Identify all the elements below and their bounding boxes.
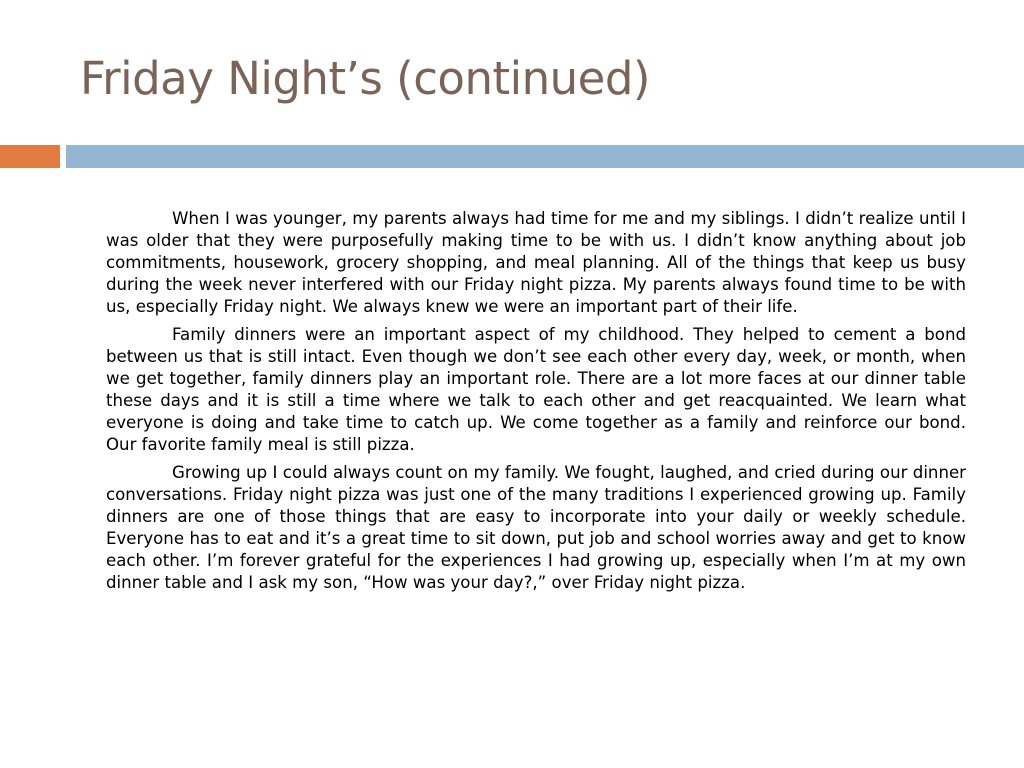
slide-body (106, 208, 966, 600)
body-paragraph-3: Growing up I could always count on my family. We fought, laughed, and cried during our dinner conversations. Friday night pizza was just one of the many traditions I experienced growing up. Family dinners are one of those things that are easy to incorporate into your daily or weekly schedule. Everyone has to eat and it’s a great time to sit down, put job and school worries away and get to know each other. I’m forever grateful for the experiences I had growing up, especially when I’m at my own dinner table and I ask my son, “How was your day?,” over Friday night pizza. (106, 463, 966, 592)
accent-bar-blue (66, 145, 1024, 168)
slide-title: Friday Night’s (continued) (80, 52, 650, 105)
body-paragraph-2: Family dinners were an important aspect of my childhood. They helped to cement a bond between us that is still intact. Even though we don’t see each other every day, week, or month, when we get together, family dinners play an important role. There are a lot more faces at our dinner table these days and it is still a time where we talk to each other and get reacquainted. We learn what everyone is doing and take time to catch up. We come together as a family and reinforce our bond. Our favorite family meal is still pizza. (106, 325, 966, 454)
body-paragraph-1: When I was younger, my parents always had time for me and my siblings. I didn’t realize until I was older that they were purposefully making time to be with us. I didn’t know anything about job commitments, housework, grocery shopping, and meal planning. All of the things that keep us busy during the week never interfered with our Friday night pizza. My parents always found time to be with us, especially Friday night. We always knew we were an important part of their life. (106, 209, 966, 316)
accent-bar-orange (0, 145, 60, 168)
